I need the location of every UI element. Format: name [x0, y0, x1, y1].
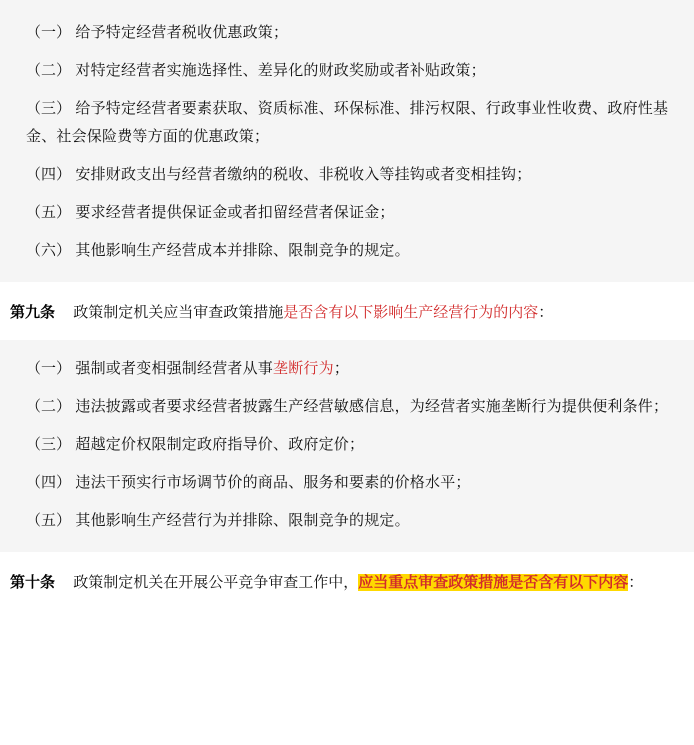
list-item-text: 其他影响生产经营行为并排除、限制竞争的规定。 [75, 512, 410, 529]
article-ten-text [73, 574, 643, 591]
article-nine-text-emphasis: 是否含有以下影响生产经营行为的内容 [283, 304, 539, 321]
list-item-text: 安排财政支出与经营者缴纳的税收、非税收入等挂钩或者变相挂钩； [75, 166, 532, 183]
article-ten-label: 第十条 [10, 574, 56, 591]
list-item-number: （二） [26, 62, 72, 79]
list-item-number: （六） [26, 242, 72, 259]
article-ten-text-plain-2: ： [628, 574, 644, 591]
list-item [0, 388, 694, 426]
article-nine-text-plain-2: ： [538, 304, 554, 321]
list-item [0, 502, 694, 540]
article-nine-heading [0, 282, 694, 340]
article-nine-label: 第九条 [10, 304, 56, 321]
article-nine-text-plain-1: 政策制定机关应当审查政策措施 [73, 304, 284, 321]
list-item [0, 14, 694, 52]
list-item-text: 要求经营者提供保证金或者扣留经营者保证金； [75, 204, 395, 221]
article-nine-text [73, 304, 553, 321]
list-item-number: （五） [26, 512, 72, 529]
list-item [0, 232, 694, 270]
list-item-text: 超越定价权限制定政府指导价、政府定价； [75, 436, 365, 453]
list-item [0, 350, 694, 388]
list-item-text: 对特定经营者实施选择性、差异化的财政奖励或者补贴政策； [75, 62, 486, 79]
list-item-number: （三） [26, 100, 72, 117]
list-item [0, 426, 694, 464]
list-item [0, 156, 694, 194]
list-item [0, 464, 694, 502]
list-item-number: （五） [26, 204, 72, 221]
list-item-text-tail: ； [333, 360, 350, 377]
list-item-text: 违法披露或者要求经营者披露生产经营敏感信息，为经营者实施垄断行为提供便利条件； [75, 398, 669, 415]
list-item-number: （四） [26, 166, 72, 183]
list-item-number: （一） [26, 24, 72, 41]
list-item-text: 强制或者变相强制经营者从事 [75, 360, 273, 377]
article-ten-text-plain-1: 政策制定机关在开展公平竞争审查工作中， [73, 574, 359, 591]
list-item-text: 给予特定经营者税收优惠政策； [75, 24, 289, 41]
list-item-number: （二） [26, 398, 72, 415]
list-item-emphasis: 垄断行为 [273, 360, 334, 377]
article-ten-text-highlight: 应当重点审查政策措施是否含有以下内容 [358, 574, 629, 591]
article-eight-items-block [0, 0, 694, 282]
list-item-number: （四） [26, 474, 72, 491]
list-item-number: （三） [26, 436, 72, 453]
article-ten-heading [0, 552, 694, 610]
list-item-number: （一） [26, 360, 72, 377]
article-nine-items-block [0, 340, 694, 552]
list-item-text: 违法干预实行市场调节价的商品、服务和要素的价格水平； [75, 474, 471, 491]
list-item [0, 90, 694, 156]
list-item [0, 52, 694, 90]
list-item-text: 给予特定经营者要素获取、资质标准、环保标准、排污权限、行政事业性收费、政府性基金、社会保险费等方面的优惠政策； [26, 100, 669, 145]
list-item [0, 194, 694, 232]
list-item-text: 其他影响生产经营成本并排除、限制竞争的规定。 [75, 242, 410, 259]
